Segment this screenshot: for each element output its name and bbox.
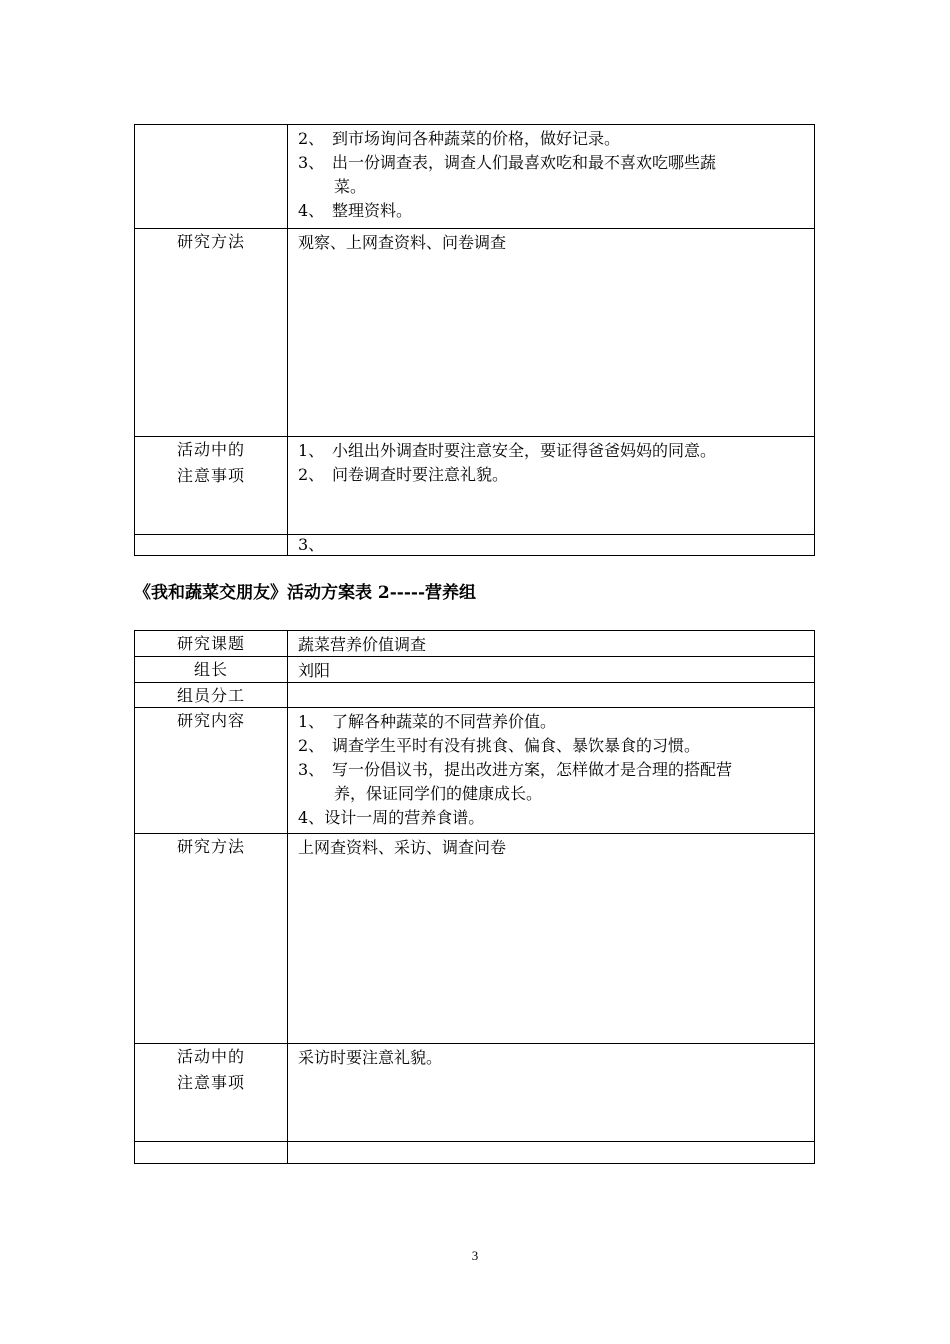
notes-label: 活动中的 注意事项	[135, 437, 288, 535]
empty-label-cell	[135, 1142, 288, 1164]
list-item-continuation: 菜。	[334, 177, 367, 196]
empty-label-cell	[135, 535, 288, 556]
leader-label: 组长	[135, 657, 288, 683]
method-text: 上网查资料、采访、调查问卷	[288, 834, 815, 1044]
list-item: 4、 整理资料。	[298, 201, 413, 220]
last-row-cell: 3、	[288, 535, 815, 556]
method-text: 观察、上网查资料、问卷调查	[288, 229, 815, 437]
list-item: 1、 小组出外调查时要注意安全，要证得爸爸妈妈的同意。	[298, 441, 717, 460]
list-item: 3、 写一份倡议书，提出改进方案，怎样做才是合理的搭配营	[298, 760, 733, 779]
list-item: 4、设计一周的营养食谱。	[298, 808, 485, 827]
research-content-cell	[288, 708, 815, 834]
list-item-continuation: 养，保证同学们的健康成长。	[334, 784, 543, 803]
members-value	[288, 683, 815, 708]
content-label: 研究内容	[135, 708, 288, 834]
list-item: 2、 调查学生平时有没有挑食、偏食、暴饮暴食的习惯。	[298, 736, 701, 755]
content-label-cell	[135, 125, 288, 229]
list-item: 1、 了解各种蔬菜的不同营养价值。	[298, 712, 557, 731]
list-item: 3、 出一份调查表，调查人们最喜欢吃和最不喜欢吃哪些蔬	[298, 153, 717, 172]
plan-table-1	[134, 124, 815, 556]
plan-table-2	[134, 630, 815, 1164]
table-title: 《我和蔬菜交朋友》活动方案表 2-----营养组	[134, 583, 477, 603]
notes-cell: 采访时要注意礼貌。	[288, 1044, 815, 1142]
method-label: 研究方法	[135, 834, 288, 1044]
page-number: 3	[471, 1248, 479, 1263]
topic-label: 研究课题	[135, 631, 288, 657]
leader-value: 刘阳	[288, 657, 815, 683]
research-content-cell	[288, 125, 815, 229]
method-label: 研究方法	[135, 229, 288, 437]
notes-cell	[288, 437, 815, 535]
list-item: 2、 问卷调查时要注意礼貌。	[298, 465, 509, 484]
topic-value: 蔬菜营养价值调查	[288, 631, 815, 657]
notes-label: 活动中的 注意事项	[135, 1044, 288, 1142]
list-item: 2、 到市场询问各种蔬菜的价格，做好记录。	[298, 129, 621, 148]
members-label: 组员分工	[135, 683, 288, 708]
empty-value-cell	[288, 1142, 815, 1164]
